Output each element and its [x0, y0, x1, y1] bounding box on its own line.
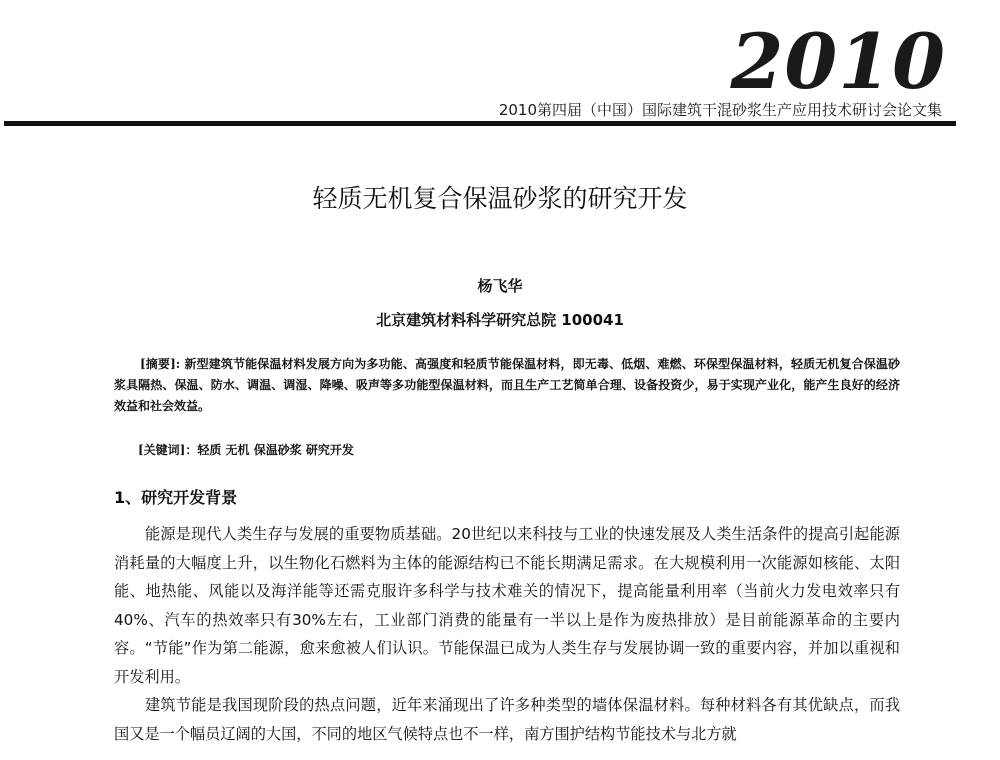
author-affiliation: 北京建筑材料科学研究总院 100041 [376, 311, 624, 329]
body-paragraph: 能源是现代人类生存与发展的重要物质基础。20世纪以来科技与工业的快速发展及人类生活条件的提高引起能源消耗量的大幅度上升，以生物化石燃料为主体的能源结构已不能长期满足需求。在大规模利用一次能源如核能、太阳能、地热能、风能以及海洋能等还需克服许多科学与技术难关的情况下，提高能量利用率（当前火力发电效率只有40%、汽车的热效率只有30%左右，工业部门消费的能量有一半以上是作为废热排放）是目前能源革命的主要内容。“节能”作为第二能源，愈来愈被人们认识。节能保温已成为人类生存与发展协调一致的重要内容，并加以重视和开发利用。 [114, 525, 900, 686]
section-heading: 1、研究开发背景 [114, 488, 238, 507]
keywords: [关键词]：轻质 无机 保温砂浆 研究开发 [138, 443, 354, 457]
abstract: [摘要]: 新型建筑节能保温材料发展方向为多功能、高强度和轻质节能保温材料，即无毒、低烟、难燃、环保型保温材料，轻质无机复合保温砂浆具隔热、保温、防水、调温、调湿、降噪、吸声等多功能型保温材料，而且生产工艺简单合理、设备投资少，易于实现产业化，能产生良好的经济效益和社会效益。 [114, 357, 900, 413]
body-paragraph: 建筑节能是我国现阶段的热点问题，近年来涌现出了许多种类型的墙体保温材料。每种材料各有其优缺点，而我国又是一个幅员辽阔的大国，不同的地区气候特点也不一样，南方围护结构节能技术与北方就 [114, 696, 900, 743]
paper-title: 轻质无机复合保温砂浆的研究开发 [312, 184, 688, 213]
author-name: 杨飞华 [477, 277, 523, 295]
journal-year-logo: 2010 [730, 17, 946, 106]
proceedings-title: 2010第四届（中国）国际建筑干混砂浆生产应用技术研讨会论文集 [498, 101, 942, 119]
body-text [114, 520, 900, 748]
header-divider [4, 121, 956, 126]
